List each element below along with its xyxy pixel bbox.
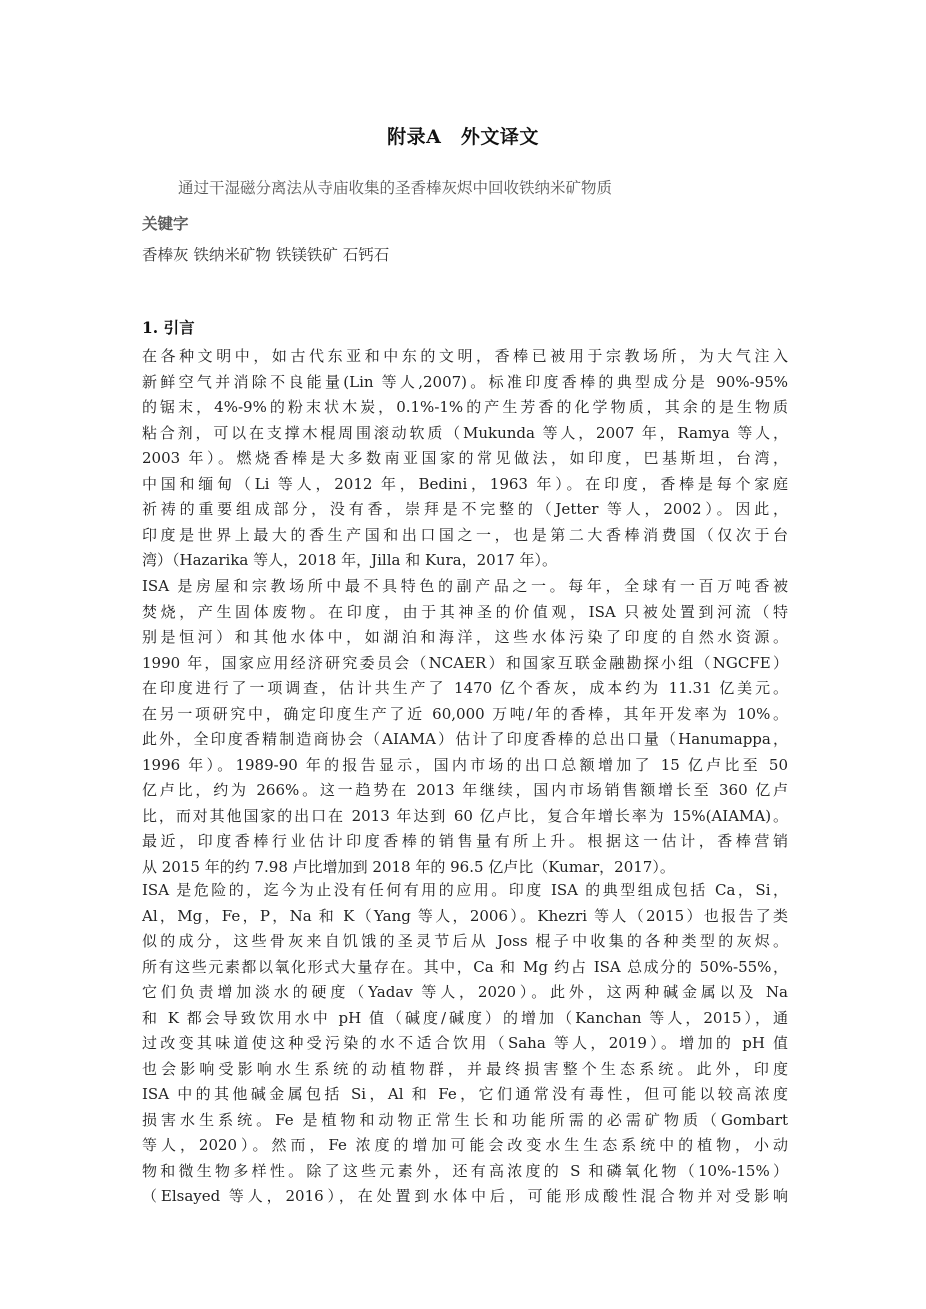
paragraph-line: Al，Mg，Fe，P，Na 和 K（Yang 等人，2006）。Khezri 等人（2015）也报告了类 [142, 906, 788, 925]
paragraph-line: 别是恒河）和其他水体中，如湖泊和海洋，这些水体污染了印度的自然水资源。 [142, 628, 788, 646]
article-subtitle: 通过干湿磁分离法从寺庙收集的圣香棒灰烬中回收铁纳米矿物质 [178, 179, 613, 197]
paragraph-line: 此外，全印度香精制造商协会（AIAMA）估计了印度香棒的总出口量（Hanumappa， [142, 730, 788, 748]
page-title: 附录A 外文译文 [387, 126, 539, 148]
paragraph-line: 似的成分，这些骨灰来自饥饿的圣灵节后从 Joss 棍子中收集的各种类型的灰烬。 [142, 932, 788, 950]
paragraph-line: 湾）（Hazarika 等人，2018 年，Jilla 和 Kura，2017 年）。 [142, 551, 558, 569]
paragraph-1 [142, 344, 788, 574]
section-heading-introduction: 1. 引言 [142, 318, 195, 337]
paragraph-line: 在另一项研究中，确定印度生产了近 60,000 万吨/年的香棒，其年开发率为 10%。 [142, 704, 788, 723]
paragraph-line: 在各种文明中，如古代东亚和中东的文明，香棒已被用于宗教场所，为大气注入 [142, 347, 788, 365]
paragraph-line: 1996 年）。1989-90 年的报告显示，国内市场的出口总额增加了 15 亿卢比至 50 [142, 755, 788, 774]
keywords-list: 香棒灰 铁纳米矿物 铁镁铁矿 石钙石 [142, 246, 390, 264]
paragraph-line: 物和微生物多样性。除了这些元素外，还有高浓度的 S 和磷氧化物（10%-15%） [142, 1161, 788, 1180]
paragraph-line: 所有这些元素都以氧化形式大量存在。其中，Ca 和 Mg 约占 ISA 总成分的 50%-55%， [142, 957, 788, 976]
keywords-heading: 关键字 [142, 214, 189, 233]
paragraph-line: 印度是世界上最大的香生产国和出口国之一，也是第二大香棒消费国（仅次于台 [142, 525, 788, 544]
paragraph-line: ISA 中的其他碱金属包括 Si，Al 和 Fe，它们通常没有毒性，但可能以较高浓度 [142, 1085, 788, 1103]
paragraph-line: 最近，印度香棒行业估计印度香棒的销售量有所上升。根据这一估计，香棒营销 [142, 832, 788, 850]
paragraph-line: （Elsayed 等人，2016），在处置到水体中后，可能形成酸性混合物并对受影响 [142, 1187, 788, 1205]
paragraph-line: 比，而对其他国家的出口在 2013 年达到 60 亿卢比，复合年增长率为 15%(AIAMA)。 [142, 806, 788, 825]
paragraph-line: 亿卢比，约为 266%。这一趋势在 2013 年继续，国内市场销售额增长至 360 亿卢 [142, 781, 788, 799]
paragraph-line: 损害水生系统。Fe 是植物和动物正常生长和功能所需的必需矿物质（Gombart [142, 1110, 788, 1129]
paragraph-line: 在印度进行了一项调查，估计共生产了 1470 亿个香灰，成本约为 11.31 亿美元。 [142, 679, 788, 697]
paragraph-line: 粘合剂，可以在支撑木棍周围滚动软质（Mukunda 等人，2007 年，Ramya 等人， [142, 423, 788, 442]
paragraph-line: 新鲜空气并消除不良能量(Lin 等人,2007)。标准印度香棒的典型成分是 90%-95% [142, 372, 788, 391]
paragraph-line: 从 2015 年的约 7.98 卢比增加到 2018 年的 96.5 亿卢比（Kumar，2017）。 [142, 857, 675, 876]
paragraph-line: ISA 是房屋和宗教场所中最不具特色的副产品之一。每年，全球有一百万吨香被 [142, 577, 788, 595]
paragraph-line: 中国和缅甸（Li 等人，2012 年，Bedini，1963 年）。在印度，香棒是每个家庭 [142, 474, 788, 493]
paragraph-line: 也会影响受影响水生系统的动植物群，并最终损害整个生态系统。此外，印度 [142, 1059, 788, 1078]
paragraph-line: 祈祷的重要组成部分，没有香，崇拜是不完整的（Jetter 等人，2002）。因此， [142, 500, 788, 518]
paragraph-line: 和 K 都会导致饮用水中 pH 值（碱度/碱度）的增加（Kanchan 等人，2015），通 [142, 1008, 788, 1027]
paragraph-line: 它们负责增加淡水的硬度（Yadav 等人，2020）。此外，这两种碱金属以及 Na [142, 983, 788, 1001]
paragraph-line: 1990 年，国家应用经济研究委员会（NCAER）和国家互联金融勘探小组（NGCFE） [142, 653, 788, 672]
paragraph-line: ISA 是危险的，迄今为止没有任何有用的应用。印度 ISA 的典型组成包括 Ca，Si， [142, 881, 788, 899]
paragraph-line: 等人，2020）。然而，Fe 浓度的增加可能会改变水生生态系统中的植物，小动 [142, 1136, 788, 1154]
paragraph-line: 2003 年）。燃烧香棒是大多数南亚国家的常见做法，如印度，巴基斯坦，台湾， [142, 449, 788, 467]
paragraph-line: 焚烧，产生固体废物。在印度，由于其神圣的价值观，ISA 只被处置到河流（特 [142, 602, 788, 621]
paragraph-line: 过改变其味道使这种受污染的水不适合饮用（Saha 等人，2019）。增加的 pH 值 [142, 1034, 788, 1052]
paragraph-3 [142, 878, 788, 1210]
paragraph-2 [142, 574, 788, 880]
paragraph-line: 的锯末，4%-9%的粉末状木炭，0.1%-1%的产生芳香的化学物质，其余的是生物质 [142, 398, 788, 416]
